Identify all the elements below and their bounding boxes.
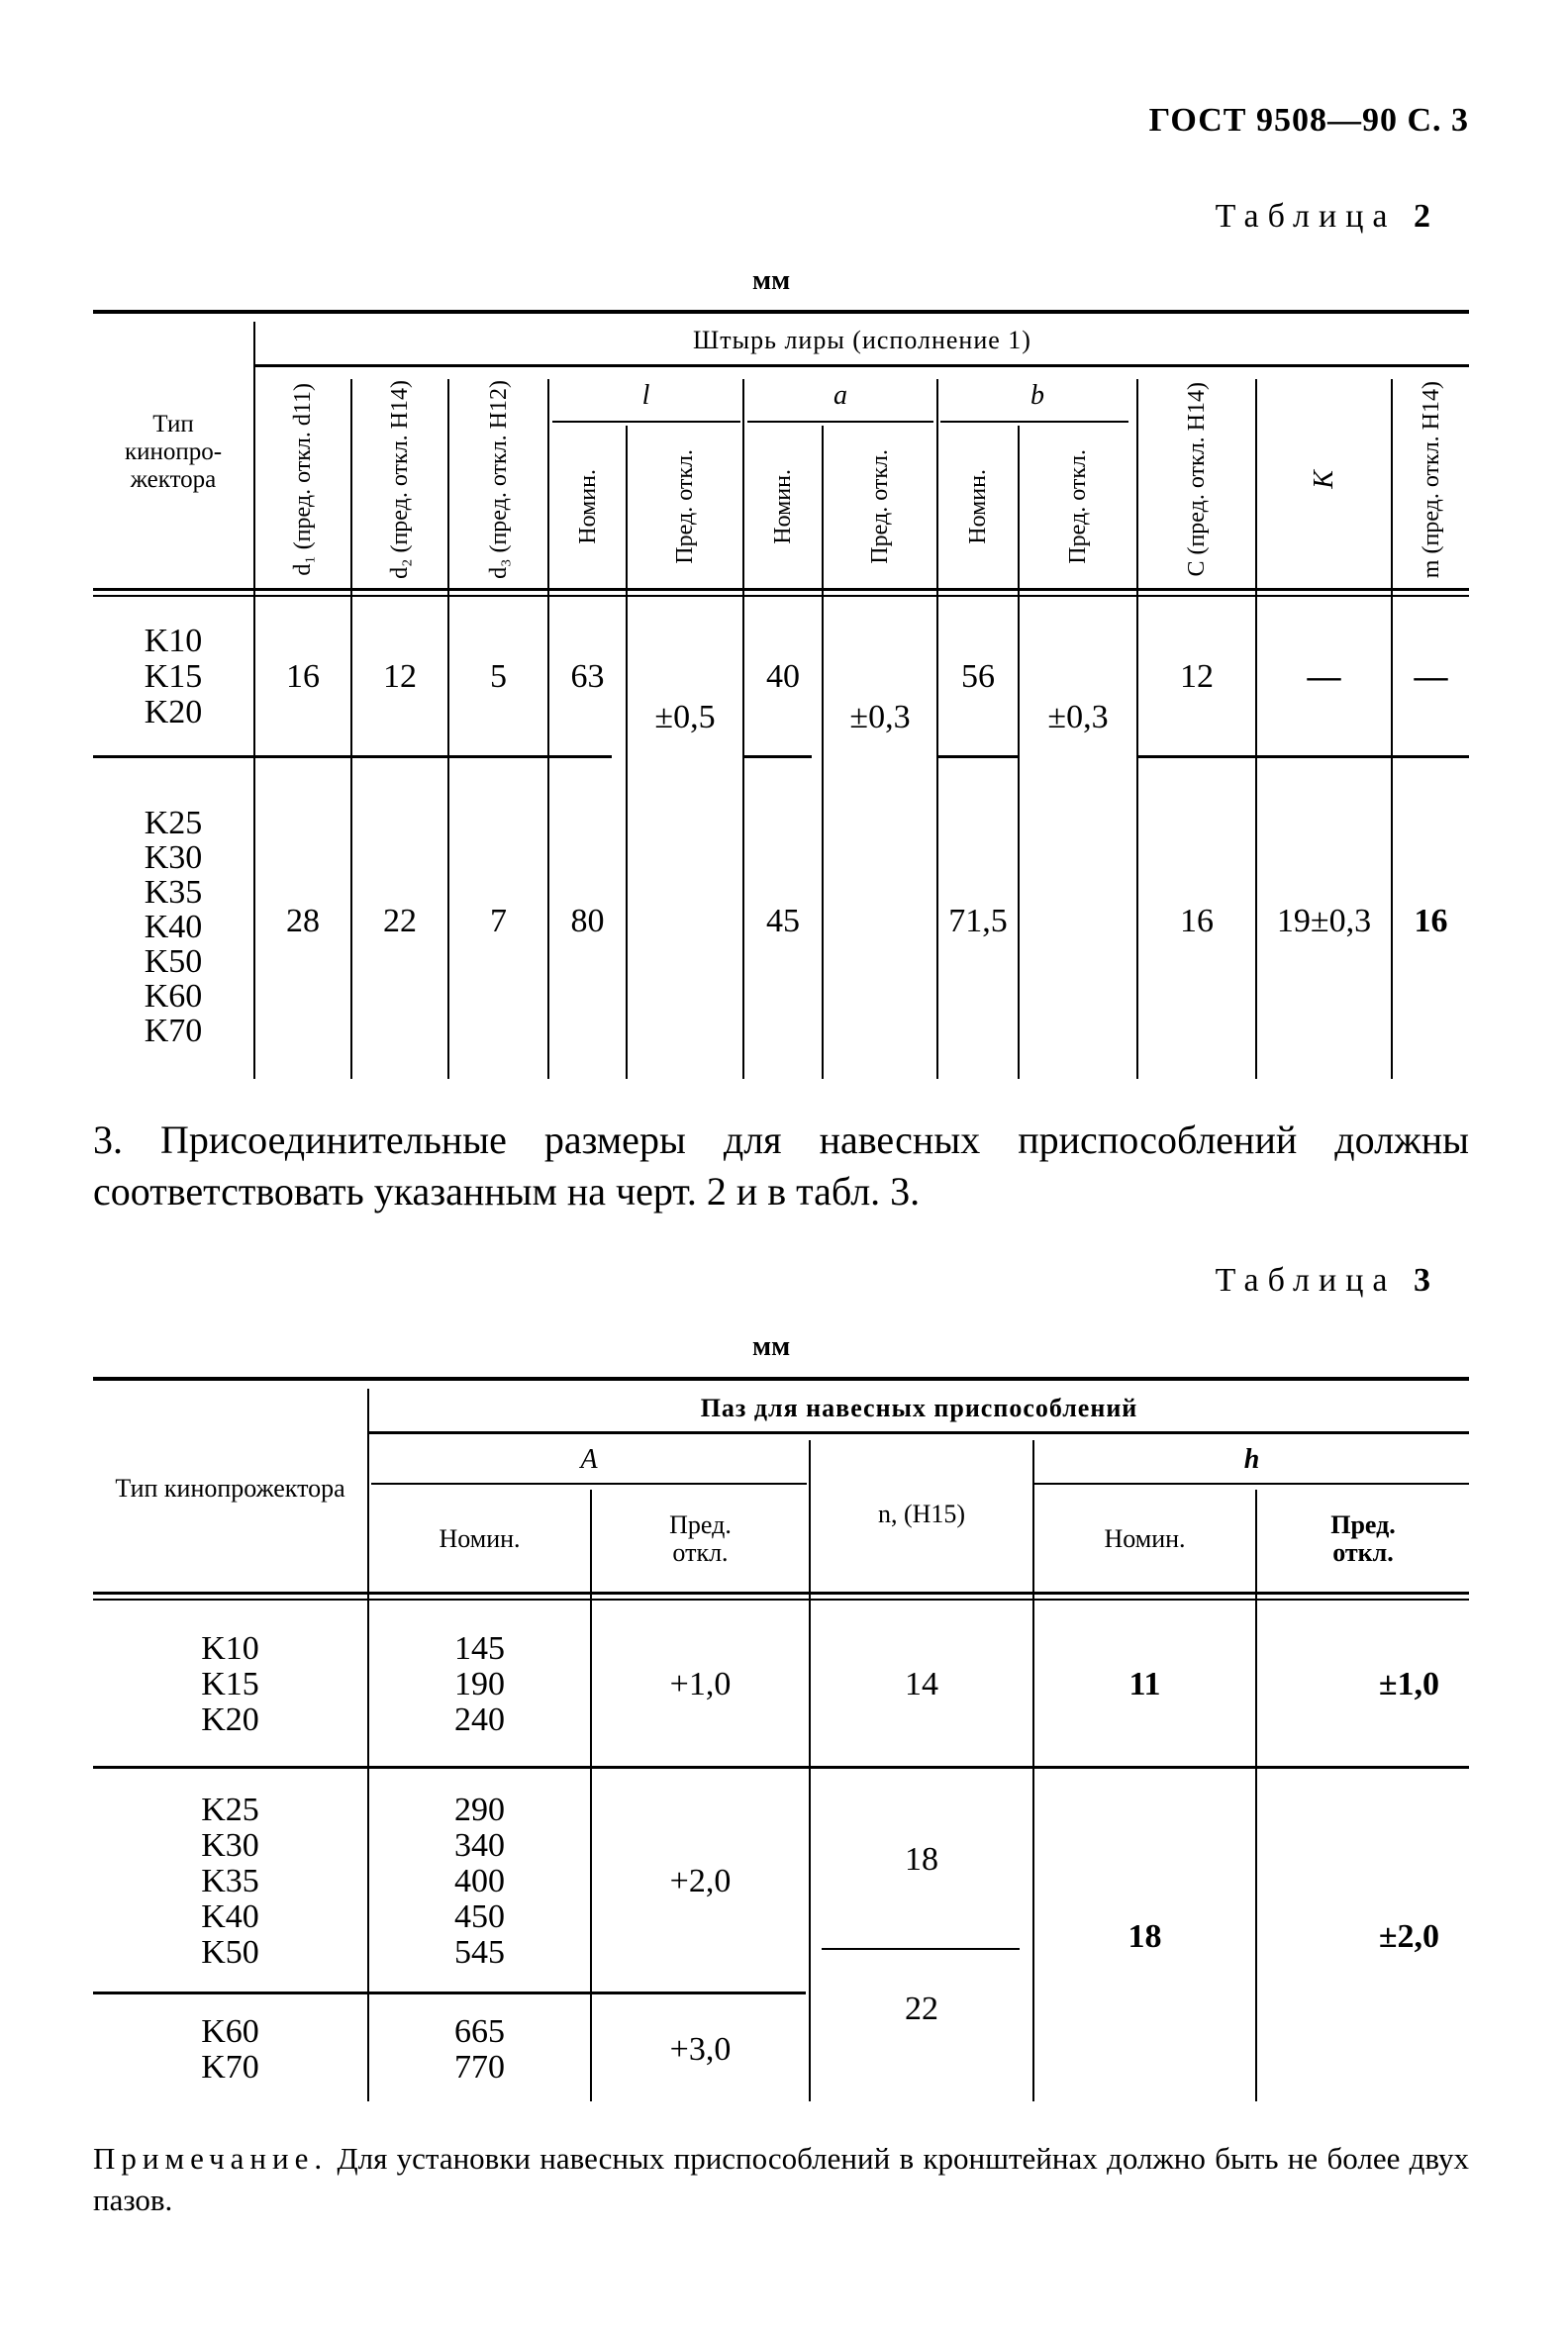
- table2-col-l-pred: Пред. откл.: [672, 449, 698, 564]
- table2-col-K: K: [1308, 470, 1339, 489]
- table3-row2-h-nomin: 18: [1127, 1917, 1162, 1955]
- table2-col-b-nomin: Номин.: [965, 469, 991, 544]
- table2-row2-K: 19±0,3: [1276, 903, 1372, 939]
- table3-header-rule-2: [93, 1599, 1469, 1601]
- table2-sub-a: a: [833, 380, 847, 411]
- table2-row2-d1: 28: [286, 903, 320, 939]
- table2-col-C: C (пред. откл. H14): [1184, 382, 1210, 577]
- table3-row1-A-pred: +1,0: [669, 1666, 732, 1702]
- table3-group-rule: [369, 1431, 1469, 1434]
- table3-sub-A: A: [580, 1444, 598, 1475]
- table2-header-rule-1: [93, 588, 1469, 591]
- table3-caption: [1216, 1262, 1439, 1300]
- table2-header-rule-2: [93, 595, 1469, 597]
- table3-sub-h: h: [1243, 1444, 1260, 1475]
- table2-col-a-nomin: Номин.: [770, 469, 796, 544]
- table3-header-rule-1: [93, 1592, 1469, 1595]
- table2-group-header: Штырь лиры (исполнение 1): [693, 326, 1031, 354]
- table2-row1-m: —: [1414, 658, 1448, 695]
- page-header: ГОСТ 9508—90 С. 3: [1148, 102, 1469, 139]
- table3-row2-n: 18: [905, 1841, 938, 1878]
- table3-stub-header: Тип кинопрожектора: [115, 1474, 345, 1503]
- table3-row1-h-nomin: 11: [1128, 1666, 1161, 1702]
- table2-row2-d3: 7: [490, 903, 507, 939]
- table2-row1-b-nomin: 56: [961, 658, 995, 695]
- table2-sub-rule-b: [940, 421, 1128, 423]
- table3-row-rule-1: [93, 1766, 1469, 1769]
- table3-row3-A-nomin: 665 770: [454, 2012, 505, 2086]
- table2-l-tolerance: ±0,5: [654, 699, 716, 735]
- table2-row1-d2: 12: [383, 658, 417, 695]
- table3-sub-rule-h: [1034, 1483, 1469, 1485]
- table2-row-rule-seg4: [1136, 755, 1469, 758]
- table2-col-m: m (пред. откл. H14): [1418, 380, 1444, 579]
- table3-row2-A-pred: +2,0: [669, 1863, 732, 1899]
- table3-col-h-pred: Пред. откл.: [1330, 1510, 1396, 1567]
- table2-col-l-nomin: Номин.: [574, 469, 601, 544]
- table3-col-h-nomin: Номин.: [1104, 1524, 1186, 1553]
- table3-col-A-nomin: Номин.: [439, 1524, 521, 1553]
- table3-top-rule: [93, 1377, 1469, 1381]
- table2-col-d1: d₁ (пред. откл. d11): [290, 383, 316, 576]
- table2-caption-number: 2: [1414, 198, 1439, 235]
- table2-sub-rule-a: [747, 421, 933, 423]
- table2-row2-m: 16: [1414, 903, 1448, 939]
- table2-col-a-pred: Пред. откл.: [867, 449, 893, 564]
- table2-a-tolerance: ±0,3: [849, 699, 911, 735]
- table2-row2-C: 16: [1180, 903, 1214, 939]
- table3-group-header: Паз для навесных приспособлений: [700, 1394, 1138, 1422]
- table2-col-d3: d₃ (пред. откл. H12): [485, 380, 512, 579]
- table3-sub-rule-A: [371, 1483, 807, 1485]
- table2-row2-types: K25 K30 K35 K40 K50 K60 K70: [144, 804, 203, 1049]
- table2-sub-b: b: [1030, 380, 1044, 411]
- table2-row1-d1: 16: [286, 658, 320, 695]
- table2-units: мм: [752, 265, 791, 296]
- table3-row2-h-pred: ±2,0: [1378, 1917, 1439, 1955]
- table3-row2-A-nomin: 290 340 400 450 545: [454, 1792, 505, 1971]
- table2-row2-a-nomin: 45: [766, 903, 800, 939]
- note-text: Для установки навесных приспособлений в кронштейнах должно быть не более двух пазов.: [93, 2141, 1470, 2217]
- table2-caption: [1216, 198, 1439, 236]
- table2-caption-word: Таблица: [1215, 198, 1397, 235]
- table2-row2-l-nomin: 80: [570, 903, 605, 939]
- table3-note: [93, 2138, 1469, 2221]
- table2-group-rule: [255, 364, 1469, 367]
- table2-row2-d2: 22: [383, 903, 417, 939]
- table2-row1-a-nomin: 40: [766, 658, 800, 695]
- table3-caption-number: 3: [1414, 1262, 1439, 1299]
- table3-col-n: n, (H15): [877, 1500, 966, 1528]
- table2-row-rule-seg3: [938, 755, 1018, 758]
- table2-sub-rule-l: [552, 421, 740, 423]
- table2-row1-l-nomin: 63: [570, 658, 605, 695]
- table3-row2-types: K25 K30 K35 K40 K50: [201, 1792, 259, 1971]
- table2-row-rule-seg1: [93, 755, 612, 758]
- table2-row1-C: 12: [1180, 658, 1214, 695]
- table2-col-b-pred: Пред. откл.: [1065, 449, 1091, 564]
- table3-row3-A-pred: +3,0: [669, 2030, 732, 2068]
- table3-row1-n: 14: [905, 1666, 938, 1702]
- table2-row2-b-nomin: 71,5: [948, 903, 1008, 939]
- table2-b-tolerance: ±0,3: [1047, 699, 1109, 735]
- table3-row1-types: K10 K15 K20: [201, 1630, 259, 1738]
- table2-row-rule-seg2: [744, 755, 812, 758]
- paragraph-3: 3. Присоединительные размеры для навесных приспособлений должны соответствовать указанным на черт. 2 и в табл. 3.: [93, 1117, 1469, 1214]
- table3-row3-types: K60 K70: [201, 2012, 259, 2086]
- note-label: Примечание.: [93, 2141, 329, 2176]
- table3-caption-word: Таблица: [1215, 1262, 1397, 1299]
- table2-row1-d3: 5: [490, 658, 507, 695]
- table2-stub-header: Тип кинопро-жектора: [124, 411, 223, 493]
- table2-row1-K: —: [1307, 658, 1341, 695]
- table3-units: мм: [752, 1331, 791, 1362]
- table2-row1-types: K10 K15 K20: [144, 623, 203, 730]
- table2-col-d2: d₂ (пред. откл. H14): [387, 380, 413, 579]
- table3-row1-A-nomin: 145 190 240: [454, 1630, 505, 1738]
- table3-row3-n: 22: [905, 1991, 938, 2027]
- table3-row-rule-2: [93, 1992, 806, 1994]
- table2-top-rule: [93, 310, 1469, 314]
- table2-sub-l: l: [641, 380, 650, 411]
- table3-n-split-rule: [822, 1948, 1020, 1950]
- table3-col-A-pred: Пред. откл.: [669, 1510, 732, 1567]
- table3-row1-h-pred: ±1,0: [1378, 1666, 1439, 1702]
